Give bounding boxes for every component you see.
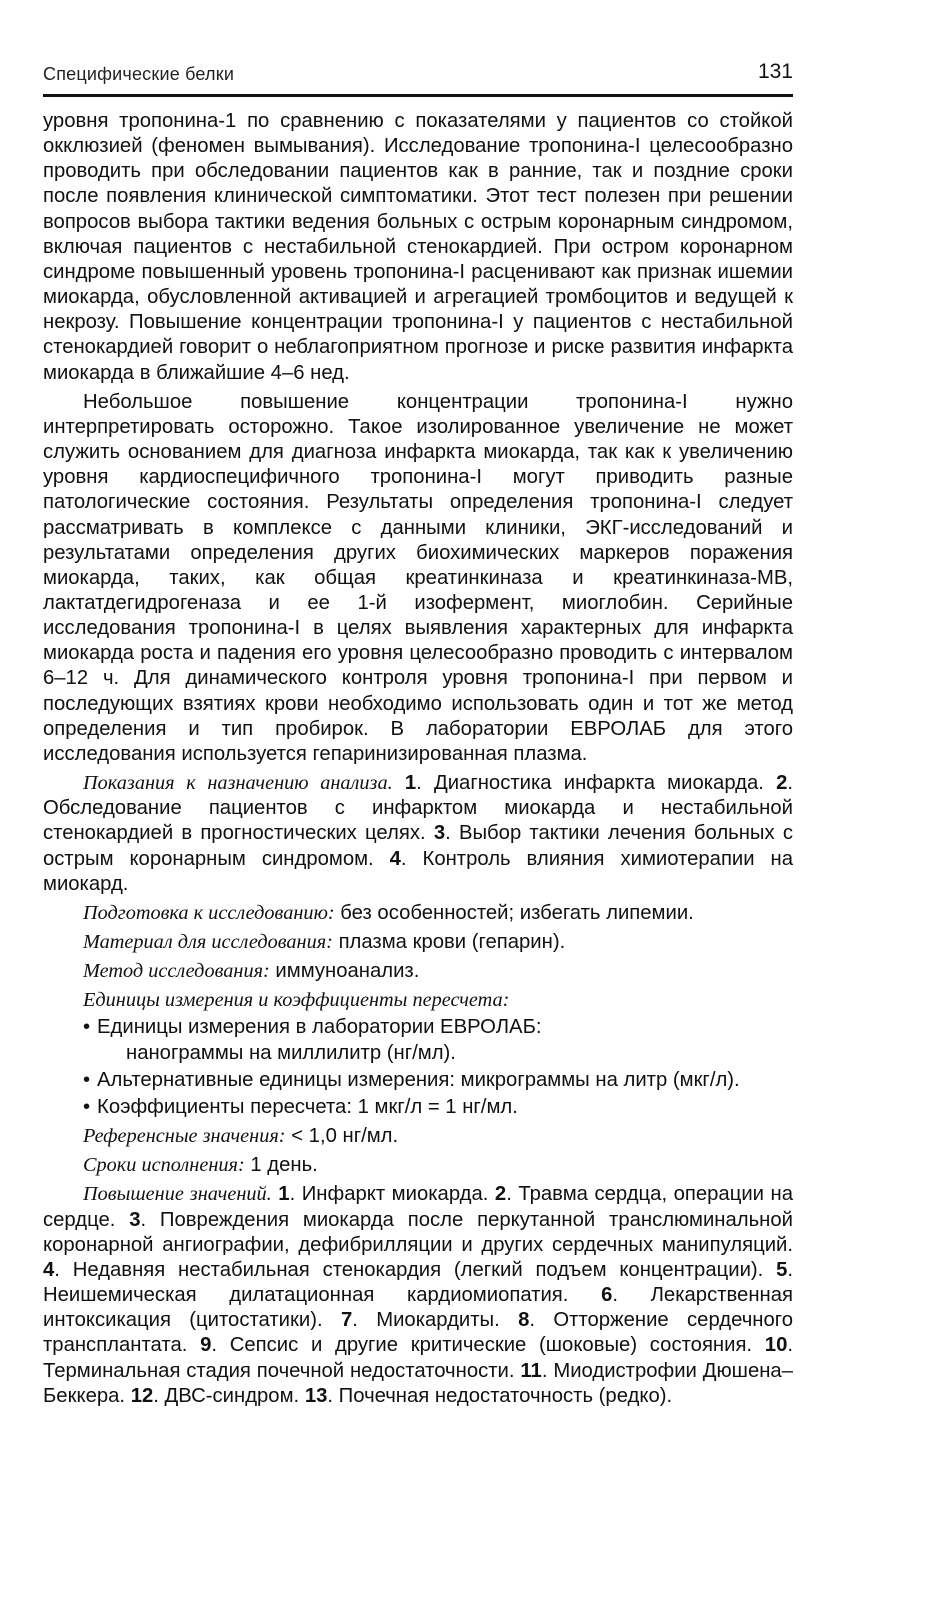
reference-line xyxy=(43,1124,793,1149)
item-number: 3 xyxy=(129,1208,141,1231)
item-text: Повреждения миокарда после перкутанной транслюминальной коронарной ангиографии, дефибрилляции и других сердечных манипуляций. xyxy=(43,1208,793,1256)
item-number: 11 xyxy=(520,1359,542,1382)
bullet-text: Коэффициенты пересчета: 1 мкг/л = 1 нг/мл. xyxy=(97,1095,518,1118)
bullet-icon: • xyxy=(83,1016,91,1039)
paragraph-troponin-continuation: уровня тропонина-1 по сравнению с показателями у пациентов со стойкой окклюзией (феномен вымывания). Исследование тропонина-I целесообразно проводить при обследовании пациентов как в ранние, так и поздние сроки после появления клинической симптоматики. Этот тест полезен при решении вопросов выбора тактики ведения больных с острым коронарным синдромом, включая пациентов с нестабильной стенокардией. При остром коронарном синдроме повышенный уровень тропонина-I расценивают как признак ишемии миокарда, обусловленной активацией и агрегацией тромбоцитов и ведущей к некрозу. Повышение концентрации тропонина-I у пациентов с нестабильной стенокардией говорит о неблагоприятном прогнозе и риске развития инфаркта миокарда в ближайшие 4–6 нед. xyxy=(43,110,793,384)
bullet-text: Единицы измерения в лаборатории ЕВРОЛАБ: xyxy=(97,1016,542,1039)
item-number: 1 xyxy=(404,772,417,795)
item-text: Миодистрофии Дюшена–Беккера. xyxy=(43,1359,793,1407)
material-line xyxy=(43,930,793,955)
item-number: 1 xyxy=(278,1183,290,1206)
item-text: Терминальная стадия почечной недостаточности. xyxy=(43,1359,515,1382)
bullet-icon: • xyxy=(83,1068,91,1091)
increase-label: Повышение значений. xyxy=(83,1183,272,1206)
material-label: Материал для исследования: xyxy=(83,931,333,953)
item-text: Миокардиты. xyxy=(376,1309,500,1332)
method-text: иммуноанализ. xyxy=(275,960,420,983)
item-text: Инфаркт миокарда. xyxy=(301,1183,489,1206)
item-text: Сепсис и другие критические (шоковые) состояния. xyxy=(229,1334,753,1357)
item-text: Неишемическая дилатационная кардиомиопатия. xyxy=(43,1284,569,1307)
bullet-text: Альтернативные единицы измерения: микрограммы на литр (мкг/л). xyxy=(97,1068,740,1091)
item-number: 3 xyxy=(433,822,446,845)
method-line xyxy=(43,959,793,984)
item-number: 4 xyxy=(389,847,401,870)
item-number: 7 xyxy=(340,1309,353,1332)
paragraph-interpretation: Небольшое повышение концентрации тропонина-I нужно интерпретировать осторожно. Такое изолированное увеличение не может служить основанием для диагноза инфаркта миокарда, так как к увеличению уровня кардиоспецифичного тропонина-I могут приводить разные патологические состояния. Результаты определения тропонина-I следует рассматривать в комплексе с данными клиники, ЭКГ-исследований и результатами определения других биохимических маркеров поражения миокарда, таких, как общая креатинкиназа и креатинкиназа-MB, лактатдегидрогеназа и ее 1-й изофермент, миоглобин. Серийные исследования тропонина-I в целях выявления характерных для инфаркта миокарда роста и падения его уровня целесообразно проводить с интервалом 6–12 ч. Для динамического контроля уровня тропонина-I при первом и последующих взятиях крови необходимо использовать один и тот же метод определения и тип пробирок. В лаборатории ЕВРОЛАБ для этого исследования используется гепаринизированная плазма. xyxy=(43,390,793,765)
preparation-label: Подготовка к исследованию: xyxy=(83,901,335,924)
method-label: Метод исследования: xyxy=(83,960,270,983)
item-number: 5 xyxy=(776,1258,788,1281)
item-text: Лекарственная интоксикация (цитостатики). xyxy=(43,1284,793,1332)
units-label: Единицы измерения и коэффициенты пересчета: xyxy=(83,989,510,1012)
page-number: 131 xyxy=(757,60,793,83)
item-text: Диагностика инфаркта миокарда. xyxy=(433,772,764,795)
units-bullet-lab-continuation xyxy=(43,1041,793,1066)
item-text: Отторжение сердечного трансплантата. xyxy=(43,1309,793,1357)
item-text: Почечная недостаточность (редко). xyxy=(338,1384,673,1407)
item-number: 12 xyxy=(130,1384,154,1407)
bullet-icon: • xyxy=(83,1095,91,1118)
bullet-text: нанограммы на миллилитр (нг/мл). xyxy=(126,1041,456,1064)
page-body xyxy=(43,109,793,1409)
item-text: Травма сердца, операции на сердце. xyxy=(43,1183,793,1231)
units-bullet-coefficients xyxy=(43,1095,793,1120)
turnaround-text: 1 день. xyxy=(250,1154,318,1177)
increase-paragraph: Повышение значений. 1. Инфаркт миокарда. 2. Травма сердца, операции на сердце. 3. Повреждения миокарда после перкутанной транслюминальной коронарной ангиографии, дефибрилляции и других сердечных манипуляций. 4. Недавняя нестабильная стенокардия (легкий подъем концентрации). 5. Неишемическая дилатационная кардиомиопатия. 6. Лекарственная интоксикация (цитостатики). 7. Миокардиты. 8. Отторжение сердечного трансплантата. 9. Сепсис и другие критические (шоковые) состояния. 10. Терминальная стадия почечной недостаточности. 11. Миодистрофии Дюшена–Беккера. 12. ДВС-синдром. 13. Почечная недостаточность (редко). xyxy=(43,1183,793,1407)
indications-paragraph: Показания к назначению анализа. 1. Диагностика инфаркта миокарда. 2. Обследование пациентов с инфарктом миокарда и нестабильной стенокардией в прогностических целях. 3. Выбор тактики лечения больных с острым коронарным синдромом. 4. Контроль влияния химиотерапии на миокард. xyxy=(43,772,794,895)
units-heading xyxy=(43,988,793,1013)
reference-text: < 1,0 нг/мл. xyxy=(291,1125,399,1148)
turnaround-line xyxy=(43,1153,793,1178)
item-number: 2 xyxy=(776,772,788,795)
material-text: плазма крови (гепарин). xyxy=(338,931,566,953)
item-number: 6 xyxy=(601,1284,613,1307)
item-number: 2 xyxy=(494,1183,507,1206)
item-number: 8 xyxy=(518,1309,530,1332)
item-text: Контроль влияния химиотерапии на миокард. xyxy=(43,847,794,895)
item-number: 9 xyxy=(200,1334,212,1357)
item-number: 4 xyxy=(43,1258,55,1281)
item-number: 10 xyxy=(764,1334,788,1357)
preparation-text: без особенностей; избегать липемии. xyxy=(340,901,694,924)
page-header xyxy=(43,60,793,92)
header-rule xyxy=(43,94,793,97)
item-text: Обследование пациентов с инфарктом миокарда и нестабильной стенокардией в прогностических целях. xyxy=(43,797,793,845)
running-title: Специфические белки xyxy=(43,64,235,84)
item-text: Недавняя нестабильная стенокардия (легкий подъем концентрации). xyxy=(72,1258,764,1281)
preparation-line xyxy=(43,901,793,926)
item-text: Выбор тактики лечения больных с острым коронарным синдромом. xyxy=(43,822,793,870)
units-bullet-alternative xyxy=(43,1068,793,1093)
units-bullet-lab xyxy=(43,1015,793,1040)
reference-label: Референсные значения: xyxy=(83,1125,286,1148)
item-text: ДВС-синдром. xyxy=(164,1384,300,1407)
turnaround-label: Сроки исполнения: xyxy=(83,1154,245,1177)
item-number: 13 xyxy=(304,1384,328,1407)
indications-label: Показания к назначению анализа. xyxy=(83,772,393,795)
